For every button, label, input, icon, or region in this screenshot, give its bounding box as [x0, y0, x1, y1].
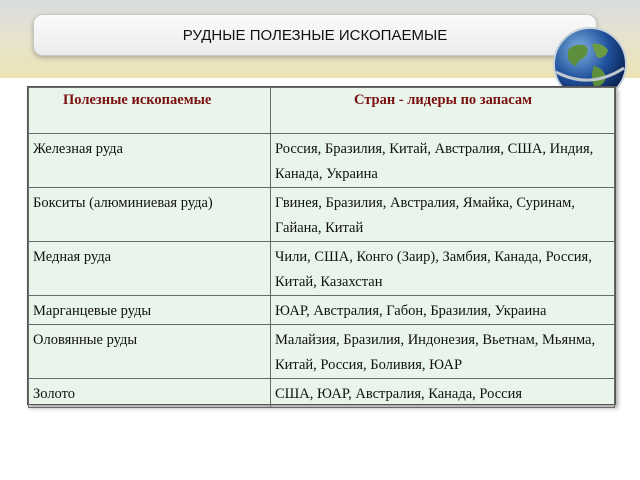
table-row — [29, 242, 615, 296]
header-countries: Стран - лидеры по запасам — [271, 88, 615, 134]
countries-cell: ЮАР, Австралия, Габон, Бразилия, Украина — [271, 296, 615, 325]
countries-cell: Россия, Бразилия, Китай, Австралия, США, Индия, Канада, Украина — [271, 134, 615, 188]
mineral-cell: Оловянные руды — [29, 325, 271, 379]
page-title: РУДНЫЕ ПОЛЕЗНЫЕ ИСКОПАЕМЫЕ — [182, 26, 448, 44]
mineral-cell: Бокситы (алюминиевая руда) — [29, 188, 271, 242]
countries-cell: Малайзия, Бразилия, Индонезия, Вьетнам, Мьянма, Китай, Россия, Боливия, ЮАР — [271, 325, 615, 379]
table-row — [29, 296, 615, 325]
table-row — [29, 134, 615, 188]
countries-cell: Гвинея, Бразилия, Австралия, Ямайка, Суринам, Гайана, Китай — [271, 188, 615, 242]
countries-cell: США, ЮАР, Австралия, Канада, Россия — [271, 379, 615, 408]
mineral-cell: Железная руда — [29, 134, 271, 188]
table-row — [29, 325, 615, 379]
mineral-cell: Медная руда — [29, 242, 271, 296]
table-row — [29, 379, 615, 408]
countries-cell: Чили, США, Конго (Заир), Замбия, Канада, Россия, Китай, Казахстан — [271, 242, 615, 296]
table-row — [29, 188, 615, 242]
title-banner — [33, 14, 597, 56]
table-header-row — [29, 88, 615, 134]
mineral-cell: Марганцевые руды — [29, 296, 271, 325]
minerals-table — [27, 86, 616, 405]
header-minerals: Полезные ископаемые — [29, 88, 271, 134]
mineral-cell: Золото — [29, 379, 271, 408]
